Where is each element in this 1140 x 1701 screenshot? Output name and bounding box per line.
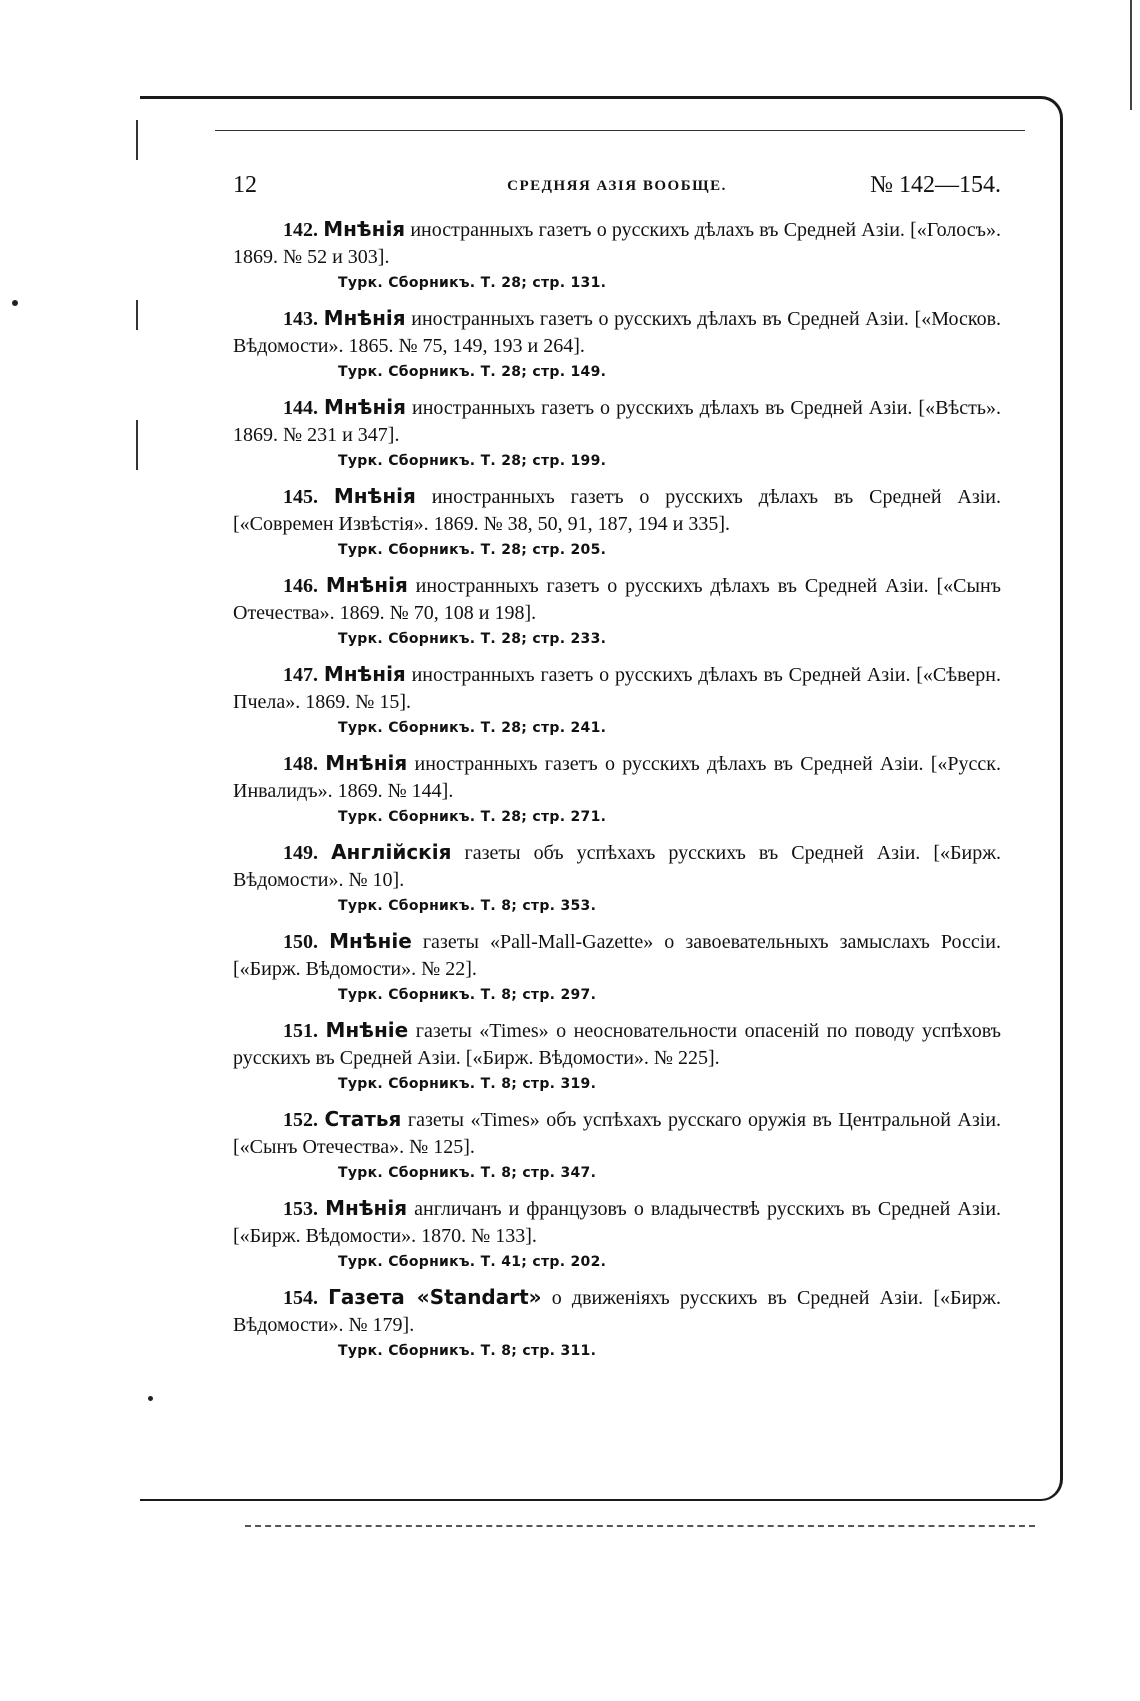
entry-number: 153. (283, 1198, 318, 1220)
entry-body: газеты «Pall-Mall-Gazette» о завоевательныхъ замыслахъ Россіи. [«Бирж. Вѣдомости». № 22]. (233, 931, 1002, 980)
entry-151 (233, 1017, 1001, 1092)
entry-number: 146. (283, 575, 318, 597)
entry-150 (233, 928, 1001, 1003)
entry-number: 150. (283, 931, 318, 953)
entry-145 (233, 483, 1001, 558)
inner-frame-rule (215, 130, 1025, 131)
entry-keyword: Мнѣнія (333, 484, 416, 508)
frame-left-mark (136, 420, 138, 470)
entry-source: Турк. Сборникъ. Т. 8; стр. 297. (338, 987, 597, 1003)
entry-source: Турк. Сборникъ. Т. 28; стр. 233. (338, 631, 607, 647)
entry-keyword: Мнѣнія (323, 662, 406, 686)
entry-body: газеты «Times» о неосновательности опасеній по поводу успѣховъ русскихъ въ Средней Азіи. [«Бирж. Вѣдомости». № 225]. (233, 1020, 1002, 1069)
entry-142 (233, 216, 1001, 291)
entry-keyword: Мнѣнія (323, 217, 406, 241)
entry-source: Турк. Сборникъ. Т. 28; стр. 205. (338, 542, 607, 558)
entry-source: Турк. Сборникъ. Т. 28; стр. 149. (338, 364, 607, 380)
entry-152 (233, 1106, 1001, 1181)
entry-number: 154. (283, 1287, 318, 1309)
entry-144 (233, 394, 1001, 469)
entry-source: Турк. Сборникъ. Т. 28; стр. 199. (338, 453, 607, 469)
entry-source: Турк. Сборникъ. Т. 28; стр. 131. (338, 275, 607, 291)
entry-source: Турк. Сборникъ. Т. 8; стр. 347. (338, 1165, 597, 1181)
entry-keyword: Мнѣнія (324, 395, 406, 419)
entry-143 (233, 305, 1001, 380)
entry-source: Турк. Сборникъ. Т. 41; стр. 202. (338, 1254, 607, 1270)
entry-number: 151. (283, 1020, 318, 1042)
entry-154 (233, 1284, 1001, 1359)
entry-keyword: Мнѣнія (323, 306, 406, 330)
entry-keyword: Англійскія (331, 840, 452, 864)
page-content (233, 172, 1001, 1373)
bottom-dashed-rule (245, 1525, 1035, 1527)
entry-153 (233, 1195, 1001, 1270)
entry-number: 144. (283, 397, 318, 419)
entry-146 (233, 572, 1001, 647)
frame-right-edge (1130, 0, 1132, 110)
entry-source: Турк. Сборникъ. Т. 8; стр. 353. (338, 898, 597, 914)
entry-body: газеты объ успѣхахъ русскихъ въ Средней Азіи. [«Бирж. Вѣдомости». № 10]. (233, 842, 1002, 891)
page-number: 12 (233, 172, 257, 198)
entry-number: 149. (283, 842, 318, 864)
entry-body: иностранныхъ газетъ о русскихъ дѣлахъ въ Средней Азіи. [«Русск. Инвалидъ». 1869. № 144]. (233, 753, 1002, 802)
entry-keyword: Мнѣніе (329, 929, 412, 953)
entry-body: о движеніяхъ русскихъ въ Средней Азіи. [«Бирж. Вѣдомости». № 179]. (233, 1287, 1001, 1336)
entry-keyword: Мнѣніе (325, 1018, 409, 1042)
entry-keyword: Газета «Standart» (328, 1285, 542, 1309)
entry-body: иностранныхъ газетъ о русскихъ дѣлахъ въ Средней Азіи. [«Вѣсть». 1869. № 231 и 347]. (233, 397, 1002, 446)
entry-number: 148. (283, 753, 318, 775)
entry-body: англичанъ и французовъ о владычествѣ русскихъ въ Средней Азіи. [«Бирж. Вѣдомости». 1870. № 133]. (233, 1198, 1002, 1247)
entry-range: № 142—154. (870, 172, 1001, 198)
entry-source: Турк. Сборникъ. Т. 8; стр. 319. (338, 1076, 597, 1092)
entry-148 (233, 750, 1001, 825)
entry-body: иностранныхъ газетъ о русскихъ дѣлахъ въ Средней Азіи. [«Современ Извѣстія». 1869. № 38, 50, 91, 187, 194 и 335]. (233, 486, 1002, 535)
entry-body: иностранныхъ газетъ о русскихъ дѣлахъ въ Средней Азіи. [«Сынъ Отечества». 1869. № 70, 108 и 198]. (233, 575, 1001, 624)
page-header (233, 172, 1001, 212)
entry-keyword: Мнѣнія (325, 751, 408, 775)
entry-number: 142. (283, 219, 318, 241)
entry-source: Турк. Сборникъ. Т. 28; стр. 241. (338, 720, 607, 736)
entry-keyword: Статья (324, 1107, 402, 1131)
entry-number: 143. (283, 308, 318, 330)
entry-body: иностранныхъ газетъ о русскихъ дѣлахъ въ Средней Азіи. [«Москов. Вѣдомости». 1865. № 75, 149, 193 и 264]. (233, 308, 1002, 357)
entry-source: Турк. Сборникъ. Т. 8; стр. 311. (338, 1343, 597, 1359)
frame-left-mark (136, 120, 138, 160)
entry-source: Турк. Сборникъ. Т. 28; стр. 271. (338, 809, 607, 825)
entry-number: 147. (283, 664, 318, 686)
entry-number: 145. (283, 486, 318, 508)
entry-keyword: Мнѣнія (325, 573, 408, 597)
running-title: СРЕДНЯЯ АЗІЯ ВООБЩЕ. (507, 178, 727, 194)
frame-left-mark (136, 300, 138, 330)
entry-number: 152. (283, 1109, 318, 1131)
ink-speck (148, 1396, 153, 1401)
entry-147 (233, 661, 1001, 736)
entry-body: иностранныхъ газетъ о русскихъ дѣлахъ въ Средней Азіи. [«Сѣверн. Пчела». 1869. № 15]. (233, 664, 1002, 713)
ink-speck (12, 300, 18, 306)
entry-keyword: Мнѣнія (325, 1196, 408, 1220)
entry-body: иностранныхъ газетъ о русскихъ дѣлахъ въ Средней Азіи. [«Голосъ». 1869. № 52 и 303]. (233, 219, 1001, 268)
entry-149 (233, 839, 1001, 914)
entry-body: газеты «Times» объ успѣхахъ русскаго оружія въ Центральной Азіи. [«Сынъ Отечества». № 125]. (233, 1109, 1002, 1158)
